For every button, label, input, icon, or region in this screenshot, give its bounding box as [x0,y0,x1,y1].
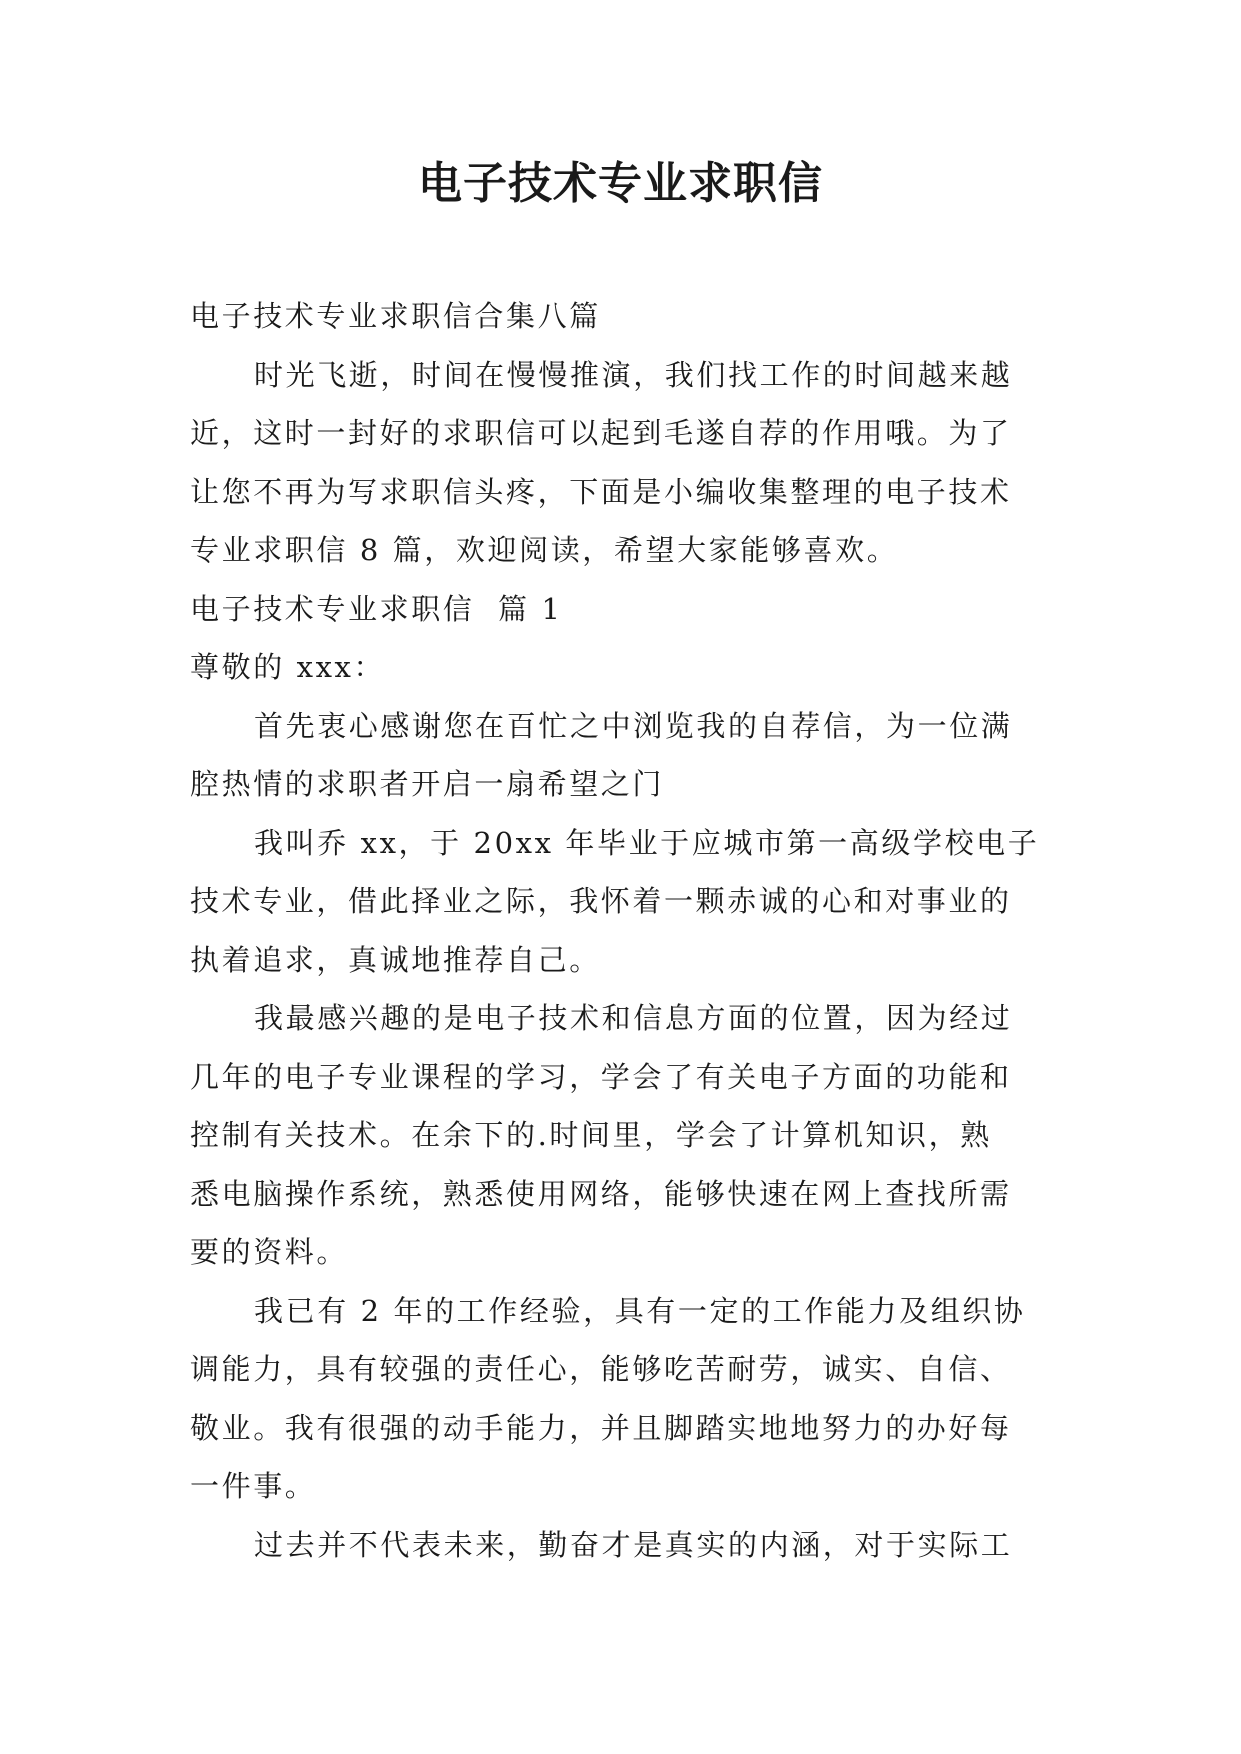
document-title: 电子技术专业求职信 [418,158,823,209]
paragraph-line: 我最感兴趣的是电子技术和信息方面的位置，因为经过 [254,1001,1013,1035]
paragraph-line: 几年的电子专业课程的学习，学会了有关电子方面的功能和 [190,1059,1012,1094]
paragraph-line: 控制有关技术。在余下的.时间里，学会了计算机知识，熟 [190,1118,992,1152]
paragraph-line: 过去并不代表未来，勤奋才是真实的内涵，对于实际工 [254,1527,1013,1562]
paragraph-line: 首先衷心感谢您在百忙之中浏览我的自荐信，为一位满 [254,708,1013,743]
paragraph-line: 我已有 2 年的工作经验，具有一定的工作能力及组织协 [254,1293,1026,1328]
letter-heading: 电子技术专业求职信 篇 1 [190,591,563,626]
intro-paragraph-line: 让您不再为写求职信头疼，下面是小编收集整理的电子技术 [190,474,1012,509]
paragraph-line: 一件事。 [190,1469,317,1503]
paragraph-line: 敬业。我有很强的动手能力，并且脚踏实地地努力的办好每 [190,1410,1012,1445]
paragraph-line: 我叫乔 xx，于 20xx 年毕业于应城市第一高级学校电子 [254,825,1040,860]
intro-paragraph-line: 专业求职信 8 篇，欢迎阅读，希望大家能够喜欢。 [190,533,899,567]
collection-heading: 电子技术专业求职信合集八篇 [190,299,601,333]
intro-paragraph-line: 时光飞逝，时间在慢慢推演，我们找工作的时间越来越 [254,357,1013,392]
document-body [190,287,1056,1574]
paragraph-line: 技术专业，借此择业之际，我怀着一颗赤诚的心和对事业的 [190,884,1012,918]
paragraph-line: 悉电脑操作系统，熟悉使用网络，能够快速在网上查找所需 [190,1176,1012,1211]
paragraph-line: 调能力，具有较强的责任心，能够吃苦耐劳，诚实、自信、 [190,1352,1012,1386]
salutation: 尊敬的 xxx： [190,650,386,684]
paragraph-line: 要的资料。 [190,1235,349,1269]
intro-paragraph-line: 近，这时一封好的求职信可以起到毛遂自荐的作用哦。为了 [190,416,1012,450]
paragraph-line: 腔热情的求职者开启一扇希望之门 [190,767,665,801]
paragraph-line: 执着追求，真诚地推荐自己。 [190,942,601,977]
